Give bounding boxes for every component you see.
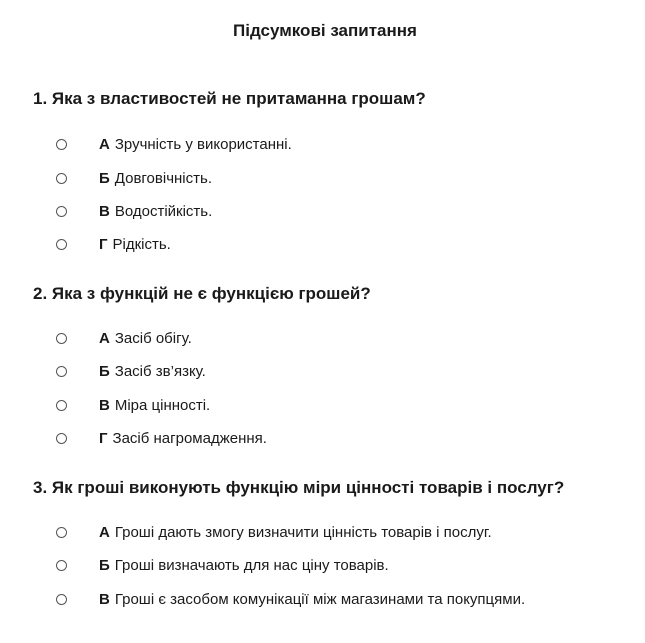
radio-button[interactable] xyxy=(56,433,67,444)
option-text: Міра цінності. xyxy=(114,396,211,414)
q2-option-c[interactable] xyxy=(56,394,210,416)
q2-option-a[interactable] xyxy=(56,327,192,349)
option-text: Засіб зв’язку. xyxy=(114,362,206,380)
radio-button[interactable] xyxy=(56,239,67,250)
radio-button[interactable] xyxy=(56,527,67,538)
option-text: Водостійкість. xyxy=(114,202,213,220)
q2-option-b[interactable] xyxy=(56,360,206,382)
radio-button[interactable] xyxy=(56,400,67,411)
option-letter: А xyxy=(99,329,110,347)
radio-button[interactable] xyxy=(56,206,67,217)
q1-option-a[interactable] xyxy=(56,133,292,155)
q3-option-c[interactable] xyxy=(56,588,525,610)
q2-option-d[interactable] xyxy=(56,427,267,449)
radio-button[interactable] xyxy=(56,333,67,344)
q1-option-d[interactable] xyxy=(56,233,171,255)
option-text: Рідкість. xyxy=(112,235,171,253)
option-letter: Г xyxy=(99,429,108,447)
q3-option-b[interactable] xyxy=(56,554,389,576)
option-letter: В xyxy=(99,396,110,414)
q3-option-a[interactable] xyxy=(56,521,492,543)
question-2-text: 2. Яка з функцій не є функцією грошей? xyxy=(33,284,371,303)
option-letter: Г xyxy=(99,235,108,253)
q1-option-b[interactable] xyxy=(56,167,212,189)
option-text: Довговічність. xyxy=(114,169,212,187)
option-text: Гроші є засобом комунікації між магазинами та покупцями. xyxy=(114,590,526,608)
option-letter: В xyxy=(99,590,110,608)
option-letter: Б xyxy=(99,362,110,380)
radio-button[interactable] xyxy=(56,366,67,377)
radio-button[interactable] xyxy=(56,594,67,605)
option-text: Гроші дають змогу визначити цінність товарів і послуг. xyxy=(114,523,492,541)
radio-button[interactable] xyxy=(56,560,67,571)
option-letter: Б xyxy=(99,556,110,574)
radio-button[interactable] xyxy=(56,139,67,150)
page-title: Підсумкові запитання xyxy=(233,21,417,40)
question-3-text: 3. Як гроші виконують функцію міри цінності товарів і послуг? xyxy=(33,478,565,497)
option-letter: Б xyxy=(99,169,110,187)
radio-button[interactable] xyxy=(56,173,67,184)
option-text: Засіб нагромадження. xyxy=(112,429,267,447)
q1-option-c[interactable] xyxy=(56,200,212,222)
option-text: Зручність у використанні. xyxy=(114,135,292,153)
question-1-text: 1. Яка з властивостей не притаманна грошам? xyxy=(33,89,426,108)
option-text: Засіб обігу. xyxy=(114,329,192,347)
option-letter: А xyxy=(99,523,110,541)
option-letter: В xyxy=(99,202,110,220)
option-letter: А xyxy=(99,135,110,153)
option-text: Гроші визначають для нас ціну товарів. xyxy=(114,556,389,574)
